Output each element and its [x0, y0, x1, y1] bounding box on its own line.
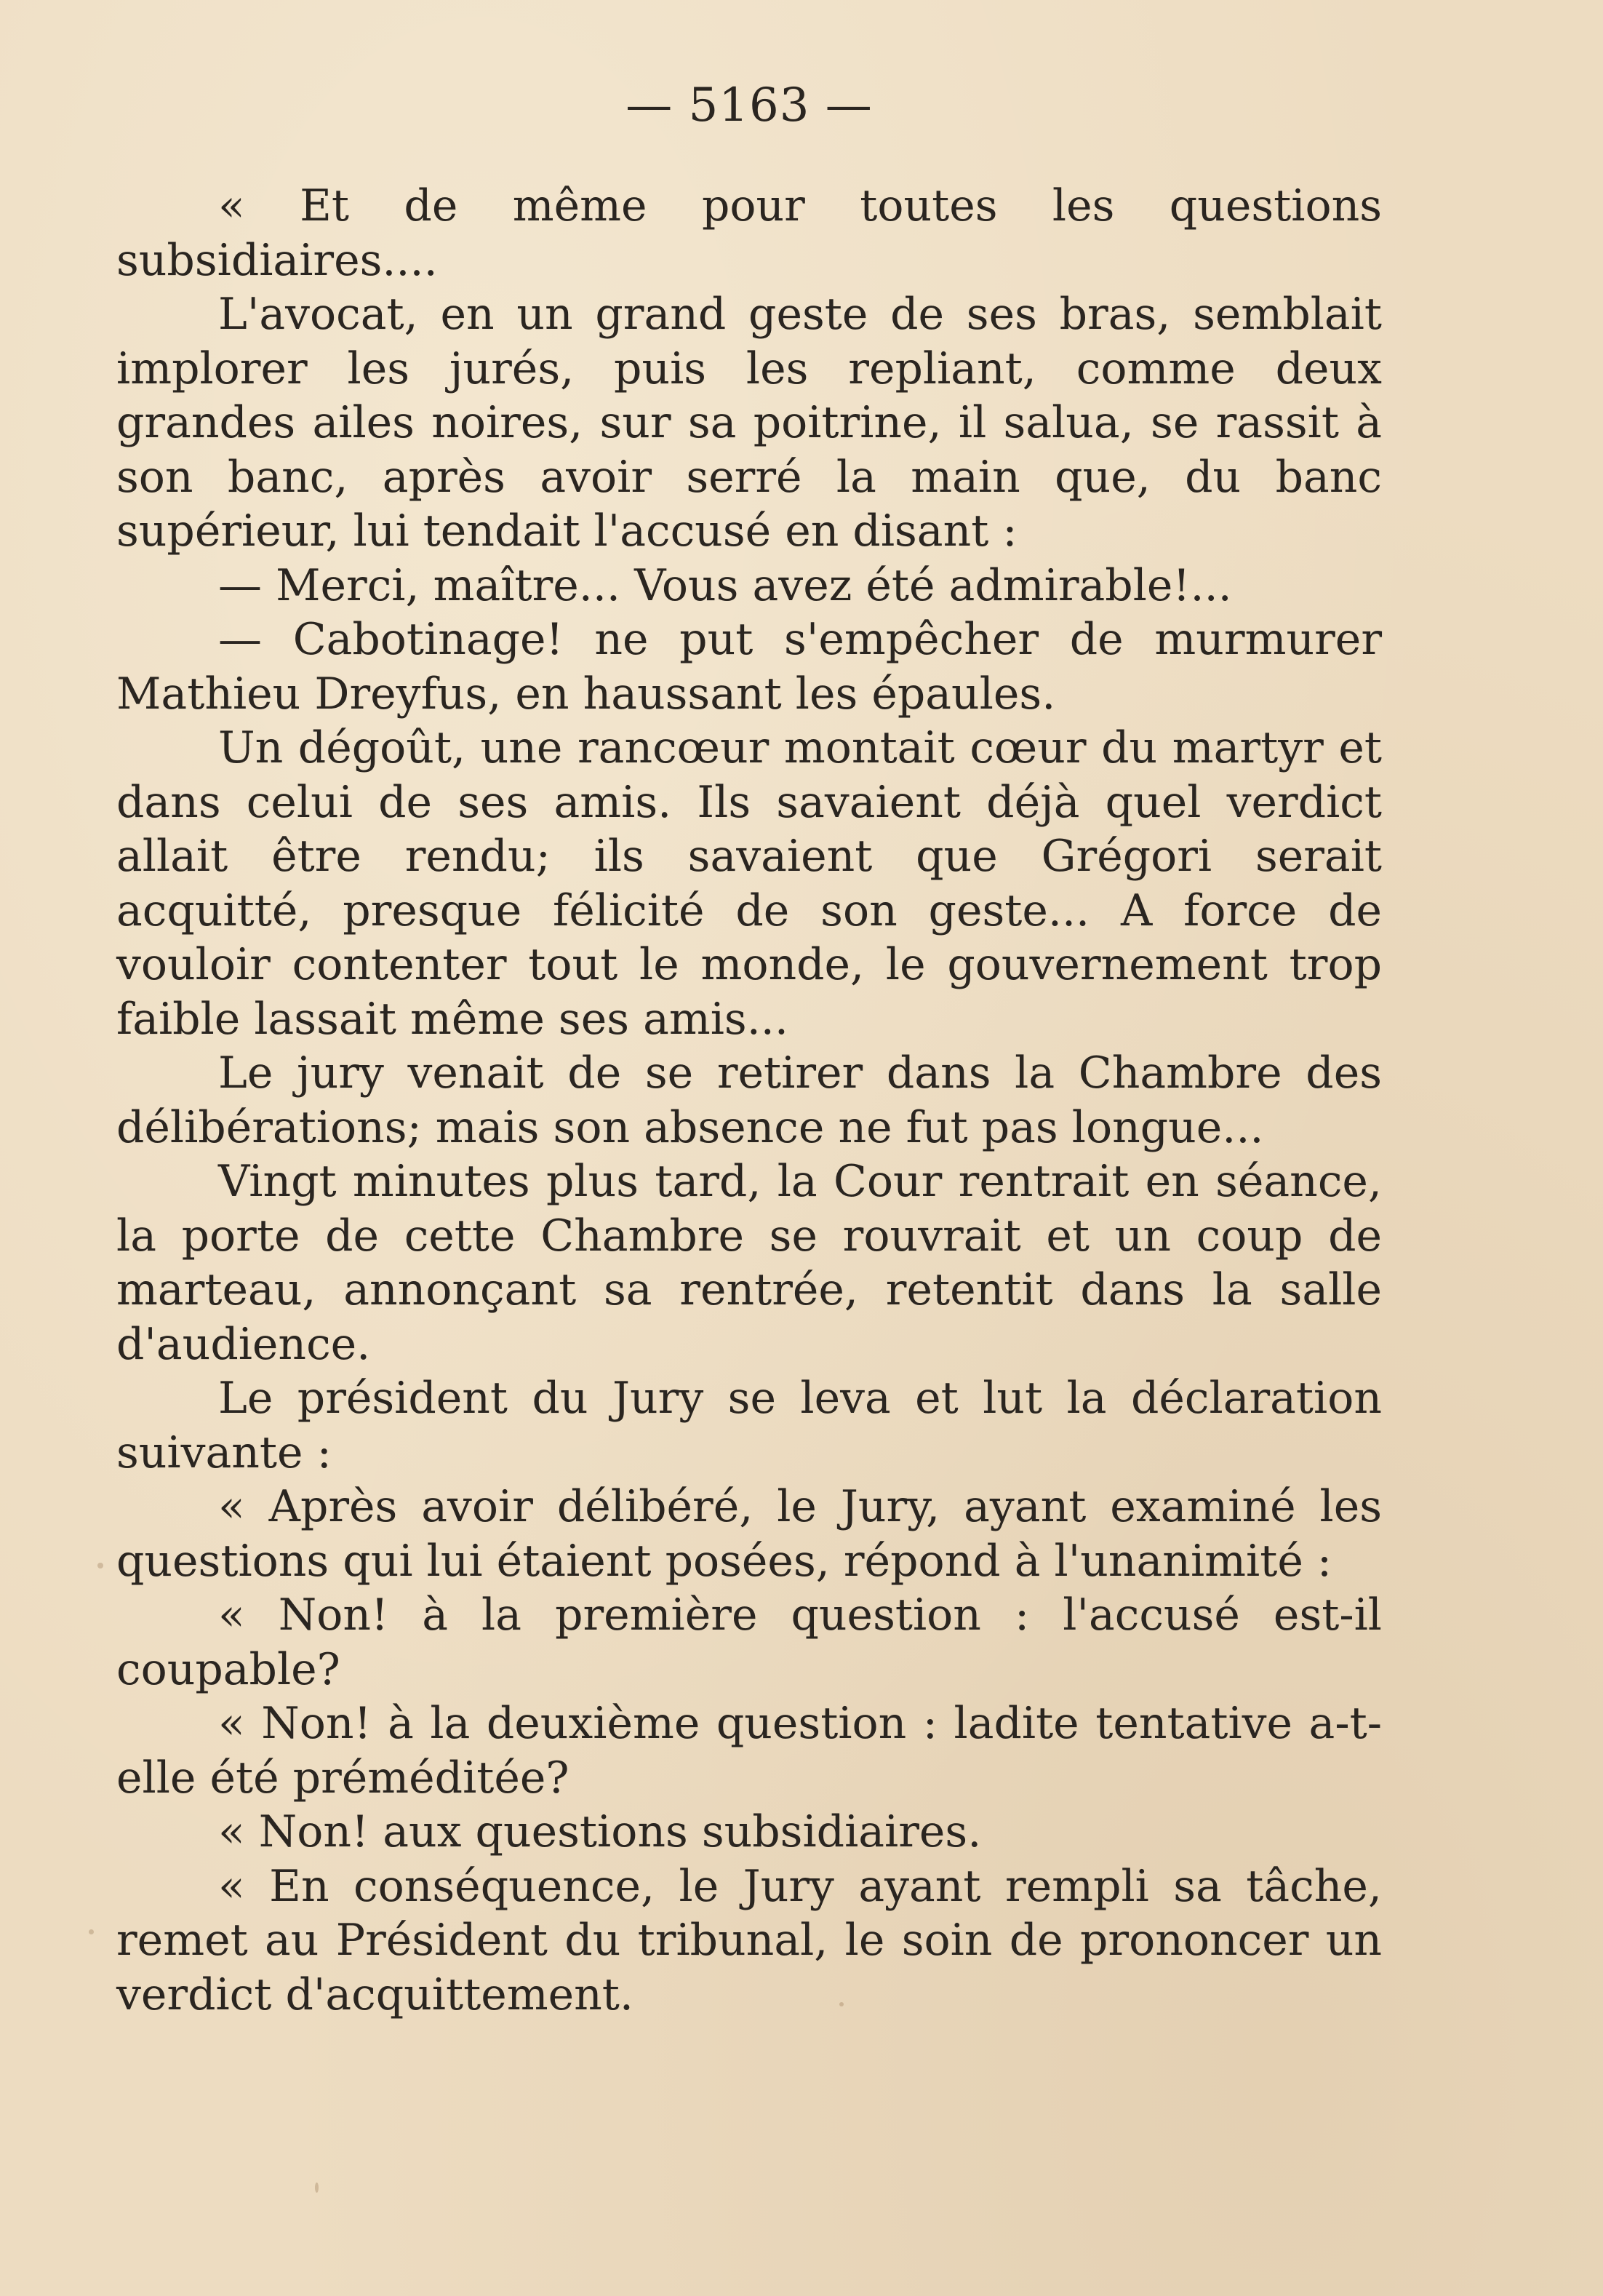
paragraph: « Après avoir délibéré, le Jury, ayant examiné les questions qui lui étaient posées, répond à l'unanimité : [116, 1481, 1382, 1587]
paragraph: « Et de même pour toutes les questions subsidiaires.... [116, 180, 1382, 286]
paper-spot [89, 1929, 94, 1934]
page-number: — 5163 — [625, 79, 873, 132]
paragraph: « Non! aux questions subsidiaires. [218, 1806, 982, 1857]
paragraph: « En conséquence, le Jury ayant rempli sa tâche, remet au Président du tribunal, le soin de prononcer un verdict d'acquittement. [116, 1860, 1382, 2020]
paper-spot [315, 2183, 319, 2193]
paragraph: « Non! à la première question : l'accusé est-il coupable? [116, 1590, 1382, 1695]
paragraph: Le jury venait de se retirer dans la Chambre des délibérations; mais son absence ne fut pas longue... [116, 1048, 1382, 1153]
paragraph: L'avocat, en un grand geste de ses bras, semblait implorer les jurés, puis les repliant, comme deux grandes ailes noires, sur sa poitrine, il salua, se rassit à son banc, après avoir serré la main que, du banc supérieur, lui tendait l'accusé en disant : [116, 289, 1382, 557]
paragraph: Vingt minutes plus tard, la Cour rentrait en séance, la porte de cette Chambre se rouvrait et un coup de marteau, annonçant sa rentrée, retentit dans la salle d'audience. [116, 1156, 1382, 1370]
paragraph: — Merci, maître... Vous avez été admirable!... [218, 559, 1232, 611]
paper-spot [97, 1563, 103, 1568]
body-text [116, 179, 1382, 2022]
paragraph: Un dégoût, une rancœur montait cœur du martyr et dans celui de ses amis. Ils savaient déjà quel verdict allait être rendu; ils savaient que Grégori serait acquitté, presque félicité de son geste... A force de vouloir contenter tout le monde, le gouvernement trop faible lassait même ses amis... [116, 722, 1382, 1045]
paragraph: — Cabotinage! ne put s'empêcher de murmurer Mathieu Dreyfus, en haussant les épaules. [116, 614, 1382, 720]
paragraph: « Non! à la deuxième question : ladite tentative a-t-elle été préméditée? [116, 1698, 1382, 1803]
paragraph: Le président du Jury se leva et lut la déclaration suivante : [116, 1373, 1382, 1478]
paper-spot [839, 2002, 844, 2006]
